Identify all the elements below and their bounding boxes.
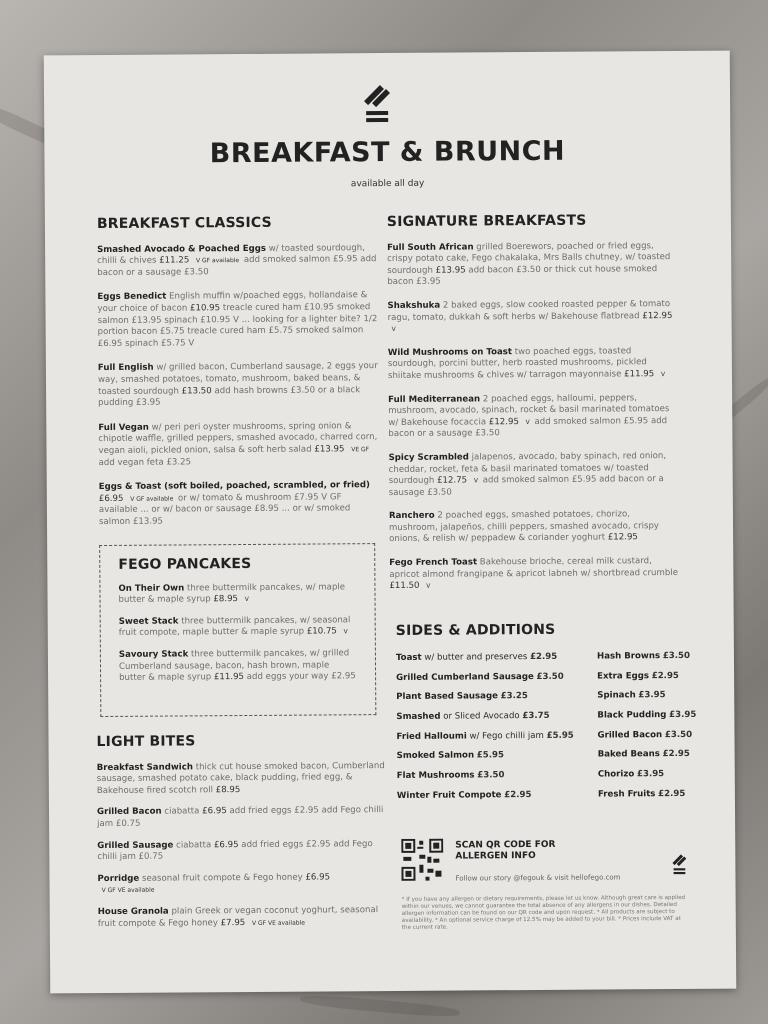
item-extras: add eggs your way £2.95 xyxy=(246,671,356,683)
item-description: three buttermilk pancakes, w/ maple butter & maple syrup xyxy=(118,581,346,606)
item-price: £13.95 xyxy=(435,265,466,276)
item-price: £6.95 xyxy=(213,839,239,850)
allergen-disclaimer: * If you have any allergen or dietary requirements, please let us know. Although great care is applied within our venues, we cannot guarantee the total absence of any allergens in our dishes. Detailed allergen information can be found on our QR code and upon request. * All products are subject to availability. * An optional service charge of 12.5% may be added to your bill. * Prices include VAT at the current rate. xyxy=(401,894,686,931)
side-item xyxy=(397,770,574,781)
side-item-label: Grilled Cumberland Sausage xyxy=(396,671,534,683)
side-item-price: £3.25 xyxy=(500,691,528,702)
menu-item xyxy=(388,346,678,383)
menu-item xyxy=(119,615,357,640)
side-item xyxy=(396,730,573,741)
side-item-label: Smashed xyxy=(396,711,441,723)
side-item-price: £3.95 xyxy=(669,709,697,721)
side-item xyxy=(598,730,697,741)
side-item xyxy=(598,789,697,800)
page-title: BREAKFAST & BRUNCH xyxy=(209,135,566,170)
item-name: Full South African xyxy=(387,242,474,253)
dietary-tags: VE GF xyxy=(351,446,370,454)
item-extras: add vegan feta £3.25 xyxy=(98,456,192,468)
item-description: thick cut house smoked bacon, Cumberland sausage, smashed potato cake, black pudding, fried egg, & Bakehouse fired scotch roll xyxy=(96,760,385,796)
item-description: two poached eggs, toasted sourdough, porcini butter, herb roasted mushrooms, pickled shiitake mushrooms & chives w/ tarragon mayonnaise xyxy=(387,346,647,381)
dietary-tags: V xyxy=(660,371,666,379)
item-extras: add smoked salmon £5.95 add bacon or a sausage £3.50 xyxy=(97,254,377,278)
side-item-price: £3.95 xyxy=(638,690,666,701)
item-price: £6.95 xyxy=(305,872,331,883)
item-description: 2 poached eggs, smashed potatoes, chorizo, mushroom, jalapeños, chilli peppers, smashed avocado, crispy onions, & relish w/ peppadew & coriander yoghurt xyxy=(389,509,660,545)
side-item-label: Black Pudding xyxy=(597,710,667,721)
side-item-price: £2.95 xyxy=(530,651,558,663)
side-item xyxy=(397,790,574,801)
item-price: £6.95 xyxy=(98,493,124,504)
dietary-tags: V xyxy=(426,582,431,590)
item-description: grilled Boerewors, poached or fried eggs, crispy potato cake, Fego chakalaka, Mrs Balls chutney, w/ toasted sourdough xyxy=(387,240,671,276)
side-item-label: Grilled Bacon xyxy=(597,729,663,741)
side-item xyxy=(597,690,696,701)
section-heading: SIDES & ADDITIONS xyxy=(395,621,556,639)
side-item-note: w/ butter and preserves xyxy=(424,652,528,663)
item-name: Full Mediterranean xyxy=(388,393,481,405)
item-description: ciabatta xyxy=(176,839,212,851)
item-description: w/ grilled bacon, Cumberland sausage, 2 eggs your way, smashed potatoes, tomato, mushroom, baked beans, & toasted sourdough xyxy=(97,361,378,397)
menu-item xyxy=(97,805,387,830)
item-price: £13.95 xyxy=(314,444,345,455)
item-price: £12.75 xyxy=(437,475,468,486)
side-item-label: Baked Beans xyxy=(597,749,660,760)
signature-breakfasts-section xyxy=(386,212,680,605)
menu-item xyxy=(389,509,679,546)
dietary-tags: V xyxy=(473,477,479,485)
item-description: plain Greek or vegan coconut yoghurt, seasonal fruit compote & Fego honey xyxy=(97,905,379,929)
item-price: £12.95 xyxy=(642,310,673,321)
side-item-label: Plant Based Sausage xyxy=(396,691,498,703)
item-price: £7.95 xyxy=(220,917,246,928)
side-item-label: Chorizo xyxy=(597,769,635,780)
dietary-tags: V GF available xyxy=(195,257,240,265)
item-name: Shakshuka xyxy=(387,300,441,311)
item-name: Sweet Stack xyxy=(118,616,179,627)
menu-item-list xyxy=(97,243,379,529)
menu-item xyxy=(98,361,378,409)
qr-code-icon[interactable] xyxy=(401,839,443,881)
item-description: English muffin w/poached eggs, hollandaise & your choice of bacon xyxy=(97,290,368,315)
dietary-tags: V GF VE available xyxy=(251,919,305,927)
side-item-price: £2.95 xyxy=(662,749,690,760)
item-name: Full Vegan xyxy=(98,422,149,433)
item-description: w/ toasted sourdough, chilli & chives xyxy=(97,242,365,267)
item-extras: add fried eggs £2.95 add Fego chilli jam £0.75 xyxy=(97,838,373,863)
side-item-label: Spinach xyxy=(597,690,636,701)
side-item-price: £2.95 xyxy=(504,789,532,801)
item-name: Grilled Bacon xyxy=(96,806,162,818)
item-price: £8.95 xyxy=(215,784,241,796)
side-item-note: w/ Fego chilli jam xyxy=(469,730,544,742)
item-extras: add fried eggs £2.95 add Fego chilli jam £0.75 xyxy=(97,805,384,830)
menu-item-list xyxy=(387,241,679,593)
item-extras: or w/ tomato & mushroom £7.95 V GF available ... or w/ bacon or sausage £8.95 ... or w/ smoked salmon £13.95 xyxy=(98,492,351,527)
fego-logo-icon xyxy=(362,81,392,125)
side-item xyxy=(396,652,573,663)
menu-item xyxy=(97,243,377,280)
item-name: Breakfast Sandwich xyxy=(96,761,193,773)
menu-item xyxy=(387,299,677,336)
item-name: Eggs Benedict xyxy=(97,291,167,303)
item-name: Porridge xyxy=(97,873,140,884)
item-price: £6.95 xyxy=(202,806,227,817)
item-description: jalapenos, avocado, baby spinach, red onion, cheddar, rocket, feta & basil marinated tomatoes w/ toasted sourdough xyxy=(388,450,667,487)
side-item xyxy=(397,750,574,761)
menu-item xyxy=(99,480,379,528)
fego-logo-small-icon xyxy=(671,851,687,877)
menu-item xyxy=(97,839,387,864)
page-subtitle: available all day xyxy=(350,178,425,190)
qr-block xyxy=(401,837,701,883)
item-price: £10.95 xyxy=(189,303,221,314)
side-item xyxy=(597,710,696,721)
menu-item xyxy=(97,290,377,350)
item-description: ciabatta xyxy=(164,806,200,817)
table-texture xyxy=(300,993,460,1019)
side-item xyxy=(598,769,697,780)
item-price: £12.95 xyxy=(488,416,519,428)
item-extras: treacle cured ham £10.95 smoked salmon £13.95 spinach £10.95 V ... looking for a lighter bite? 1/2 portion bacon £5.75 treacle cured ham £5.75 smoked salmon £6.95 spinach £5.75 V xyxy=(97,302,378,349)
item-extras: add smoked salmon £5.95 add bacon or a sausage £3.50 xyxy=(388,474,664,498)
fego-pancakes-box xyxy=(99,543,376,717)
side-item-price: £3.95 xyxy=(636,769,665,780)
menu-sheet xyxy=(44,51,737,994)
item-price: £11.95 xyxy=(213,672,245,683)
item-extras: add bacon £3.50 or thick cut house smoked bacon £3.95 xyxy=(387,263,658,288)
section-heading: SIGNATURE BREAKFASTS xyxy=(386,212,587,231)
side-item xyxy=(396,711,573,722)
item-description: three buttermilk pancakes, w/ seasonal fruit compote, maple butter & maple syrup xyxy=(118,615,351,639)
item-name: Smashed Avocado & Poached Eggs xyxy=(97,243,267,255)
dietary-tags: V xyxy=(525,418,530,426)
menu-item-list xyxy=(97,761,388,931)
item-name: Grilled Sausage xyxy=(97,840,174,851)
side-item-note: or Sliced Avocado xyxy=(443,711,520,722)
qr-caption: SCAN QR CODE FOR ALLERGEN INFO xyxy=(455,839,556,862)
side-item-label: Toast xyxy=(395,652,422,663)
side-item xyxy=(396,691,573,702)
side-item xyxy=(597,671,696,682)
side-item-price: £2.95 xyxy=(658,788,686,799)
side-item-label: Extra Eggs xyxy=(597,670,650,682)
item-name: Spicy Scrambled xyxy=(388,452,469,463)
side-item-label: Winter Fruit Compote xyxy=(396,790,502,801)
dietary-tags: V GF VE available xyxy=(101,886,155,895)
side-item-price: £5.95 xyxy=(476,750,505,761)
side-item-price: £5.95 xyxy=(546,730,574,741)
menu-item xyxy=(389,556,679,593)
side-item-label: Flat Mushrooms xyxy=(396,770,475,782)
item-price: £12.95 xyxy=(607,532,638,543)
item-name: On Their Own xyxy=(118,583,185,594)
item-description: 2 poached eggs, halloumi, peppers, mushroom, avocado, spinach, rocket & basil marinated tomatoes w/ Bakehouse focaccia xyxy=(388,392,670,428)
light-bites-section xyxy=(96,735,387,940)
sides-section xyxy=(396,621,697,811)
social-follow-text: Follow our story @fegouk & visit hellofego.com xyxy=(455,873,621,883)
item-price: £11.95 xyxy=(624,369,655,380)
side-item xyxy=(396,671,573,682)
menu-item xyxy=(388,393,678,441)
menu-item xyxy=(98,421,378,469)
menu-item xyxy=(119,648,357,684)
item-name: Savoury Stack xyxy=(118,649,189,660)
side-item xyxy=(597,651,696,662)
item-name: Full English xyxy=(97,362,154,374)
section-heading: BREAKFAST CLASSICS xyxy=(96,214,272,233)
menu-item xyxy=(97,872,387,897)
dietary-tags: V xyxy=(391,326,396,334)
item-price: £8.95 xyxy=(213,594,239,605)
section-heading: FEGO PANCAKES xyxy=(118,555,252,573)
item-name: Ranchero xyxy=(388,510,435,522)
side-item-label: Smoked Salmon xyxy=(396,750,475,762)
item-price: £11.50 xyxy=(389,581,420,592)
item-description: 2 baked eggs, slow cooked roasted pepper & tomato ragu, tomato, dukkah & soft herbs w/ Bakehouse flatbread xyxy=(387,299,671,323)
item-description: w/ peri peri oyster mushrooms, spring onion & chipotle waffle, grilled peppers, smashed avocado, charred corn, vegan aioli, pickled onion, salsa & soft herb salad xyxy=(98,420,378,456)
sides-grid xyxy=(396,651,697,811)
item-price: £10.75 xyxy=(306,626,337,637)
dietary-tags: V xyxy=(244,596,249,604)
item-description: Bakehouse brioche, cereal milk custard, apricot almond frangipane & apricot labneh w/ shortbread crumble xyxy=(389,556,679,580)
item-extras: add hash browns £3.50 or a black pudding £3.95 xyxy=(98,384,361,409)
menu-item xyxy=(389,451,679,499)
side-item-label: Hash Browns xyxy=(596,651,661,662)
side-item-label: Fresh Fruits xyxy=(597,788,656,800)
item-price: £11.25 xyxy=(159,255,190,266)
sides-column-left xyxy=(396,652,574,811)
side-item-price: £3.50 xyxy=(664,729,693,740)
side-item-price: £3.50 xyxy=(477,770,505,781)
menu-item xyxy=(97,761,387,798)
sides-column-right xyxy=(597,651,697,809)
item-name: Eggs & Toast (soft boiled, poached, scrambled, or fried) xyxy=(98,480,370,493)
side-item-price: £2.95 xyxy=(651,670,679,681)
side-item-price: £3.50 xyxy=(662,650,691,662)
menu-item xyxy=(387,241,677,289)
breakfast-classics-section xyxy=(96,214,379,541)
dietary-tags: V xyxy=(343,628,348,636)
side-item xyxy=(598,749,697,760)
side-item-price: £3.75 xyxy=(522,710,550,722)
side-item-price: £3.50 xyxy=(536,671,564,682)
item-extras: add smoked salmon £5.95 add bacon or a sausage £3.50 xyxy=(388,415,668,440)
item-description: three buttermilk pancakes, w/ grilled Cumberland sausage, bacon, hash brown, maple butter & maple syrup xyxy=(118,648,350,684)
item-name: Wild Mushrooms on Toast xyxy=(387,346,513,358)
dietary-tags: V GF available xyxy=(130,495,174,503)
menu-item xyxy=(118,582,356,607)
item-name: House Granola xyxy=(97,906,169,917)
item-price: £13.50 xyxy=(181,385,212,396)
side-item-label: Fried Halloumi xyxy=(396,731,467,742)
menu-item-list xyxy=(118,582,357,685)
item-name: Fego French Toast xyxy=(389,557,478,569)
item-description: seasonal fruit compote & Fego honey xyxy=(141,872,303,884)
section-heading: LIGHT BITES xyxy=(96,733,196,751)
menu-item xyxy=(98,905,388,930)
